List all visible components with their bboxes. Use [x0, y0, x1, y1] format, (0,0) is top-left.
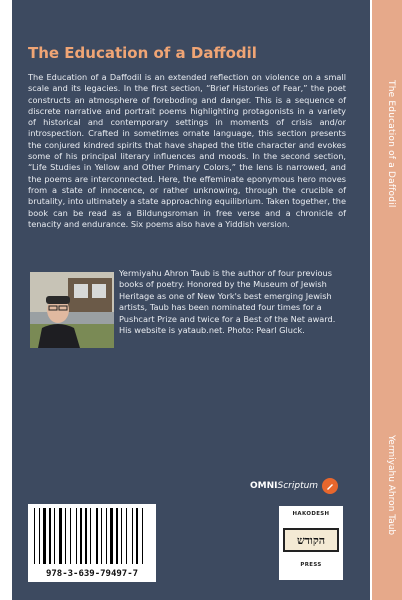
- barcode-bar: [76, 508, 77, 564]
- omni-rest: Scriptum: [277, 481, 319, 491]
- barcode-bar: [43, 508, 46, 564]
- barcode-bar: [132, 508, 133, 564]
- book-title: The Education of a Daffodil: [28, 44, 257, 62]
- barcode-bar: [106, 508, 107, 564]
- barcode-bar: [116, 508, 118, 564]
- barcode-bar: [65, 508, 66, 564]
- barcode-bar: [142, 508, 143, 564]
- publisher-name-top: HAKODESH: [292, 511, 330, 517]
- spine-title: The Education of a Daffodil: [386, 80, 396, 208]
- omniscriptum-logo: [250, 476, 338, 496]
- barcode-bar: [49, 508, 51, 564]
- book-description: The Education of a Daffodil is an extended reflection on violence on a small scale and its legacies. In the first section, “Brief Histories of Fear,” the poet constructs an atmosphere of foreboding and danger. This is a sequence of discrete narrative and portrait poems highlighting protagonists in a variety of historical and contemporary settings in moments of crisis and/or introspection. Crafted in sometimes ornate language, this section presents the conjured kindred spirits that have shaped the title character and evokes some of his principal literary influences and moods. In the second section, “Life Studies in Yellow and Other Primary Colors,” the lens is narrowed, and the poems are interconnected. Here, the effeminate eponymous hero moves from a state of innocence, or rather unknowing, through the crucible of brutality, into ultimately a state approaching equilibrium. Taken together, the book can be read as a Bildungsroman in free verse and a chronicle of tenacity and endurance. Six poems also have a Yiddish version.: [28, 72, 346, 229]
- barcode: [28, 504, 156, 582]
- barcode-bar: [80, 508, 82, 564]
- barcode-bar: [136, 508, 138, 564]
- barcode-bar: [54, 508, 55, 564]
- barcode-bar: [39, 508, 40, 564]
- barcode-bar: [101, 508, 102, 564]
- isbn-number: 978-3-639-79497-7: [45, 569, 139, 579]
- author-photo: [30, 272, 114, 348]
- spine-author: Yermiyahu Ahron Taub: [386, 435, 396, 536]
- publisher-name-bottom: PRESS: [300, 562, 322, 568]
- omniscriptum-wordmark: [250, 481, 318, 491]
- barcode-bars: [28, 504, 156, 568]
- pen-icon: [322, 478, 338, 494]
- barcode-bar: [59, 508, 62, 564]
- author-bio: Yermiyahu Ahron Taub is the author of four previous books of poetry. Honored by the Museum of Jewish Heritage as one of New York's best emerging Jewish artists, Taub has been nominated four times for a Pushcart Prize and twice for a Best of the Net award. His website is yataub.net. Photo: Pearl Gluck.: [119, 268, 336, 336]
- barcode-bar: [85, 508, 87, 564]
- barcode-bar: [110, 508, 113, 564]
- author-photo-image: [30, 272, 114, 348]
- publisher-hebrew-mark: הקודש: [283, 528, 339, 552]
- barcode-bar: [126, 508, 127, 564]
- barcode-bar: [121, 508, 122, 564]
- omni-bold: OMNI: [250, 481, 278, 491]
- barcode-bar: [90, 508, 91, 564]
- hakodesh-press-logo: [279, 506, 343, 580]
- barcode-bar: [34, 508, 35, 564]
- barcode-bar: [70, 508, 71, 564]
- barcode-bar: [96, 508, 98, 564]
